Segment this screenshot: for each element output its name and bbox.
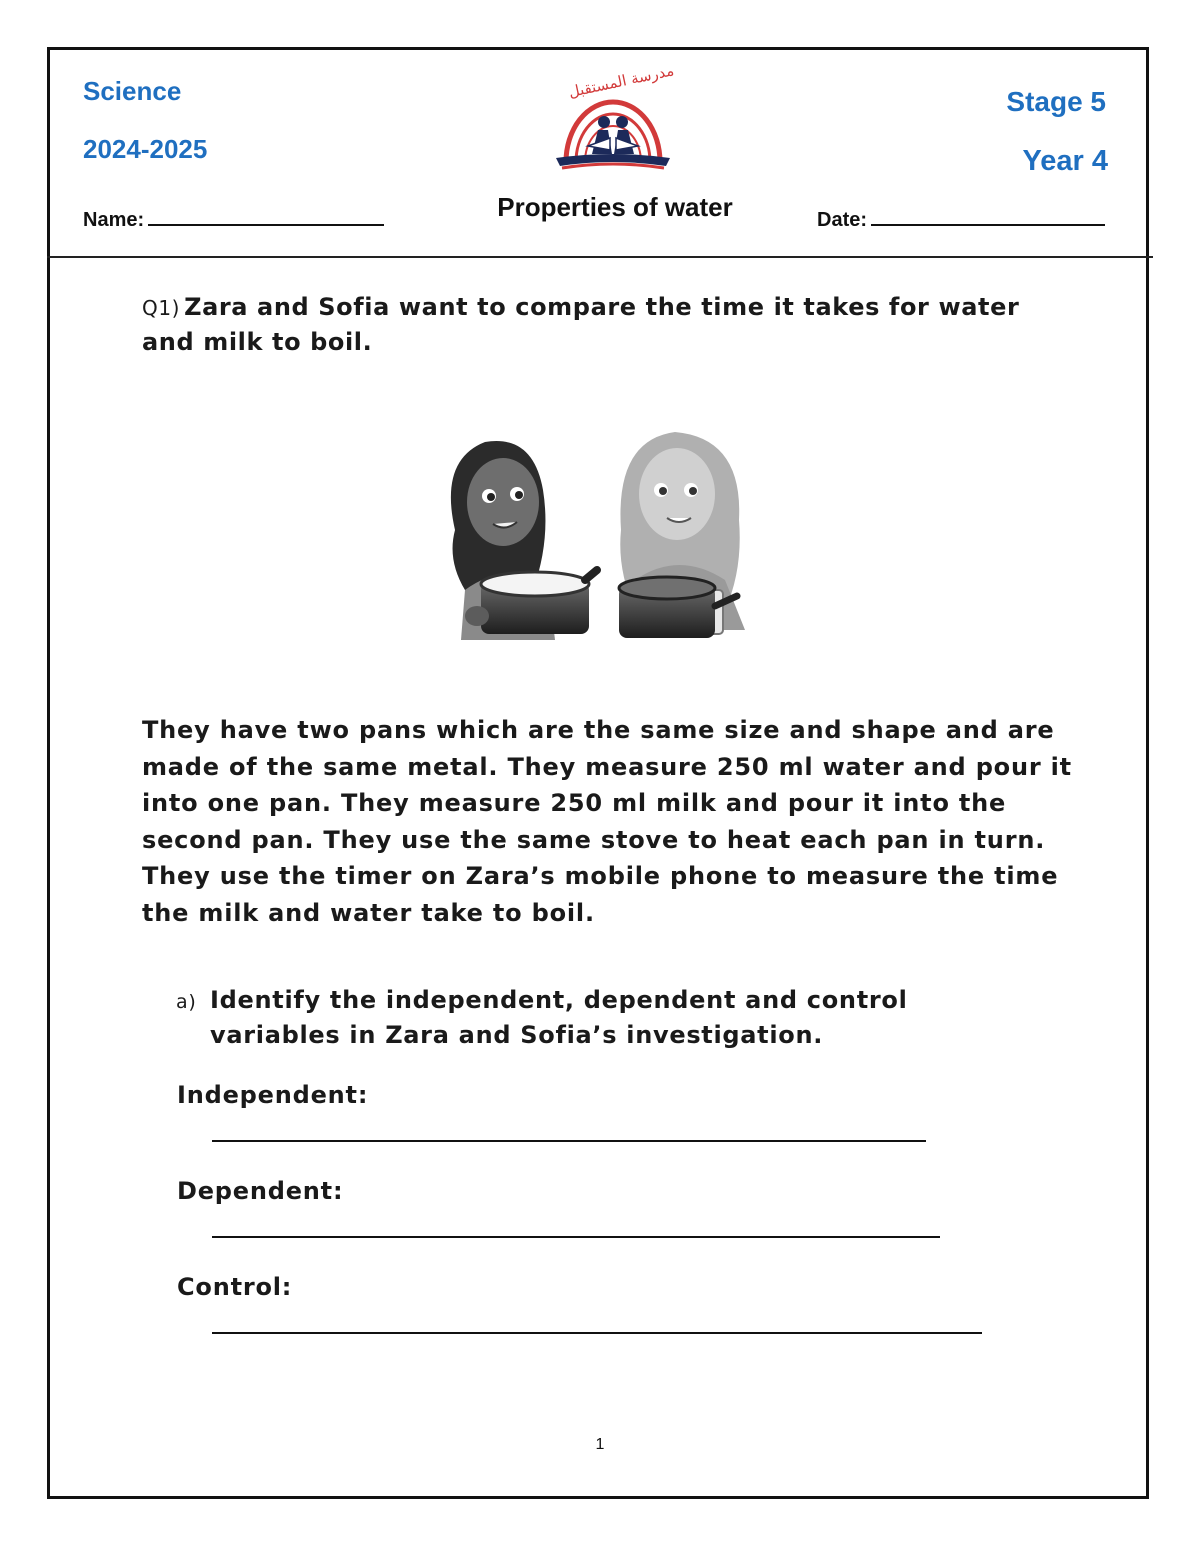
date-blank[interactable] xyxy=(871,206,1105,226)
header-divider xyxy=(47,256,1153,258)
independent-label: Independent: xyxy=(177,1081,369,1109)
date-field[interactable] xyxy=(817,206,1105,232)
girls-with-pans-illustration xyxy=(425,420,765,650)
svg-text:مدرسة المستقبل: مدرسة المستقبل xyxy=(566,61,676,102)
investigation-paragraph: They have two pans which are the same size and shape and are made of the same metal. They measure 250 ml water and pour it into one pan. They measure 250 ml milk and pour it into the second pan. They use the same stove to heat each pan in turn. They use the timer on Zara’s mobile phone to measure the time the milk and water take to boil. xyxy=(142,716,1072,927)
question-1-prompt xyxy=(142,290,1042,359)
part-a-label: a) xyxy=(176,991,197,1013)
part-a-prompt xyxy=(176,984,1036,1052)
page-number: 1 xyxy=(595,1436,605,1453)
dependent-label: Dependent: xyxy=(177,1177,344,1205)
academic-year: 2024-2025 xyxy=(83,134,208,164)
question-1-text: Zara and Sofia want to compare the time it takes for water and milk to boil. xyxy=(142,293,1020,356)
dependent-answer-line[interactable] xyxy=(212,1236,940,1238)
subject-label: Science xyxy=(83,76,182,106)
control-label: Control: xyxy=(177,1273,293,1301)
name-label: Name: xyxy=(83,209,145,231)
independent-answer-line[interactable] xyxy=(212,1140,926,1142)
question-number: Q1) xyxy=(142,296,181,320)
year-label: Year 4 xyxy=(1022,145,1108,177)
name-field[interactable] xyxy=(83,206,384,232)
name-blank[interactable] xyxy=(148,206,384,226)
worksheet-title: Properties of water xyxy=(497,192,733,222)
part-a-line-1: Identify the independent, dependent and control xyxy=(210,986,908,1014)
stage-label: Stage 5 xyxy=(1006,86,1106,117)
part-a-line-2: variables in Zara and Sofia’s investigation. xyxy=(210,1021,824,1049)
school-logo xyxy=(548,54,678,178)
control-answer-line[interactable] xyxy=(212,1332,982,1334)
date-label: Date: xyxy=(817,209,868,231)
